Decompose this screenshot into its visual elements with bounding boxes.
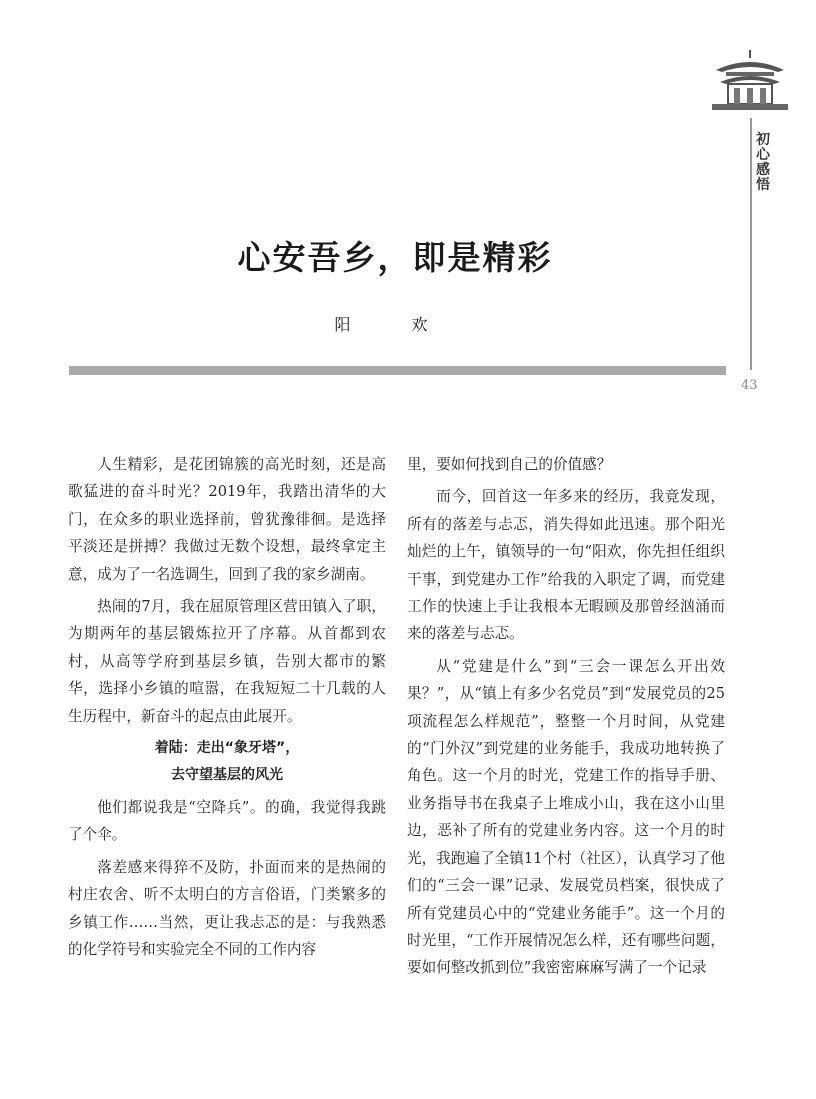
- paragraph: 落差感来得猝不及防，扑面而来的是热闹的村庄农舍、听不太明白的方言俗语，门类繁多的乡镇工作……当然，更让我忐忑的是：与我熟悉的化学符号和实验完全不同的工作内容: [68, 858, 386, 959]
- article-title: 心安吾乡，即是精彩: [237, 238, 553, 277]
- section-subheading: [68, 735, 386, 789]
- right-column: [407, 451, 725, 982]
- paragraph-continued: 里，要如何找到自己的价值感？: [407, 456, 612, 473]
- pavilion-emblem-icon: [712, 50, 788, 114]
- title-divider-bar: [69, 366, 726, 375]
- subheading-line: 去守望基层的风光: [171, 767, 283, 784]
- subheading-line: 着陆：走出“象牙塔”，: [154, 740, 300, 757]
- paragraph: 他们都说我是“空降兵”。的确，我觉得我跳了个伞。: [68, 799, 386, 844]
- paragraph: 从“党建是什么”到“三会一课怎么开出效果？”，从“镇上有多少名党员”到“发展党员的25项流程怎么样规范”，整整一个月时间，从党建的“门外汉”到党建的业务能手，我成功地转换了角色。这一个月的时光，党建工作的指导手册、业务指导书在我桌子上堆成小山，我在这小山里边，恶补了所有的党建业务内容。这一个月的时光，我跑遍了全镇11个村（社区），认真学习了他们的“三会一课”记录、发展党员档案，很快成了所有党建员心中的“党建业务能手”。这一个月的时光里，“工作开展情况怎么样，还有哪些问题，要如何整改抓到位”我密密麻麻写满了一个记录: [407, 657, 725, 977]
- paragraph: 而今，回首这一年多来的经历，我竟发现，所有的落差与忐忑，消失得如此迅速。那个阳光灿烂的上午，镇领导的一句“阳欢，你先担任组织干事，到党建办工作”给我的入职定了调，而党建工作的快速上手让我根本无暇顾及那曾经汹涌而来的落差与忐忑。: [407, 488, 725, 643]
- article-author: 阳 欢: [334, 315, 456, 334]
- paragraph: 热闹的7月，我在屈原管理区营田镇入了职，为期两年的基层锻炼拉开了序幕。从首都到农村，从高等学府到基层乡镇，告别大都市的繁华，选择小乡镇的喧嚣，在我短短二十几载的人生历程中，新奋斗的起点由此展开。: [68, 598, 386, 725]
- page-number: 43: [741, 378, 758, 393]
- left-column: [68, 451, 386, 964]
- paragraph: 人生精彩，是花团锦簇的高光时刻，还是高歌猛进的奋斗时光？2019年，我踏出清华的大门，在众多的职业选择前，曾犹豫徘徊。是选择平淡还是拼搏？我做过无数个设想，最终拿定主意，成为了一名选调生，回到了我的家乡湖南。: [68, 456, 386, 583]
- section-label: 初心感悟: [756, 132, 770, 193]
